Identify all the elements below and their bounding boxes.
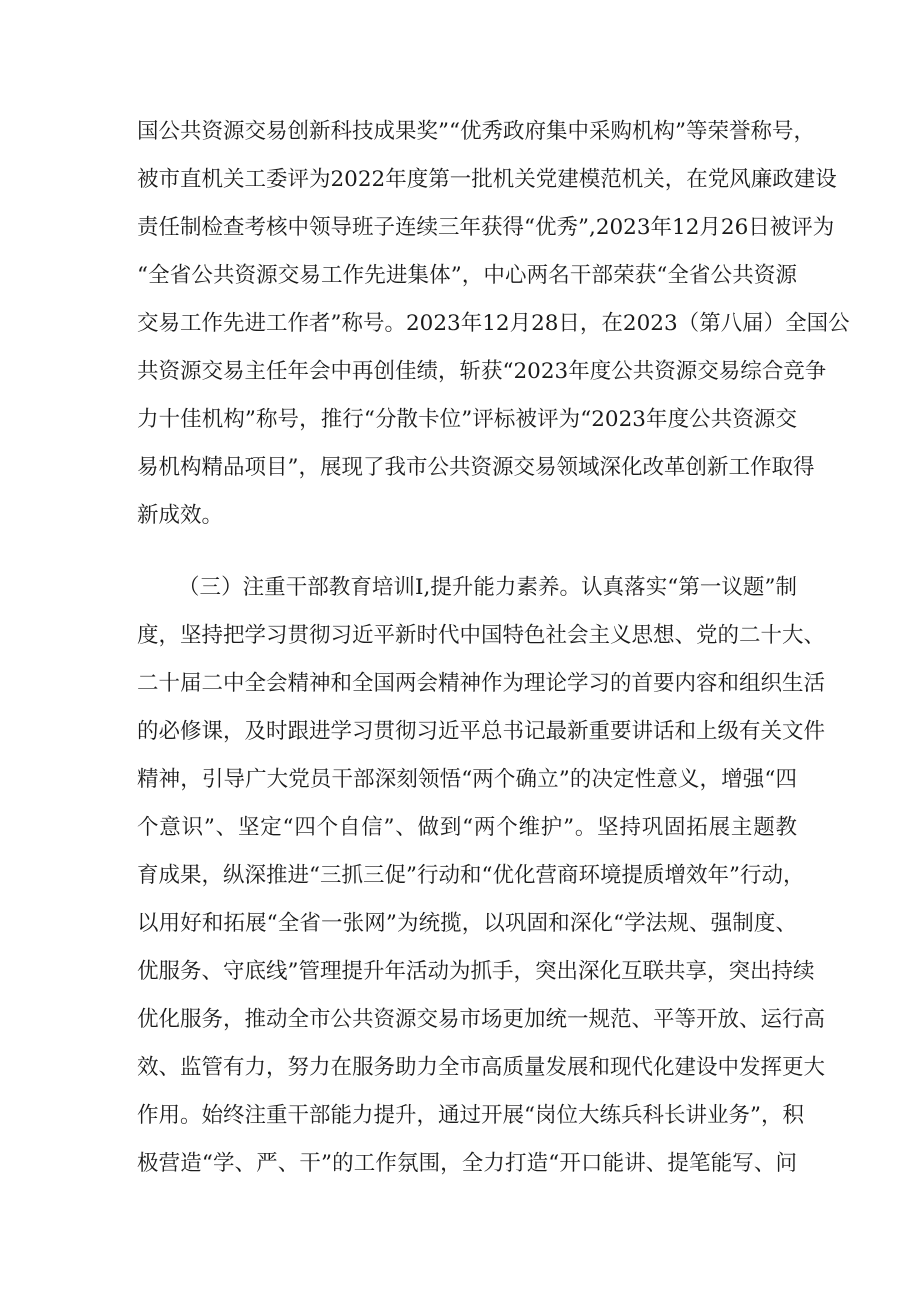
paragraph-1-line-2: 被市直机关工委评为2022年度第一批机关党建模范机关，在党风廉政建设	[137, 167, 837, 192]
paragraph-2-line-7: 育成果，纵深推进“三抓三促”行动和“优化营商环境提质增效年”行动，	[137, 863, 805, 888]
paragraph-2-line-11: 效、监管有力，努力在服务助力全市高质量发展和现代化建设中发挥更大	[137, 1055, 826, 1080]
paragraph-2-line-12: 作用。始终注重干部能力提升，通过开展“岗位大练兵科长讲业务”，积	[137, 1103, 804, 1128]
paragraph-1-line-3: 责任制检查考核中领导班子连续三年获得“优秀”,2023年12月26日被评为	[137, 215, 835, 240]
paragraph-2-line-5: 精神，引导广大党员干部深刻领悟“两个确立”的决定性意义，增强“四	[137, 767, 797, 792]
paragraph-2-line-13: 极营造“学、严、干”的工作氛围，全力打造“开口能讲、提笔能写、问	[137, 1151, 797, 1176]
paragraph-2-line-10: 优化服务，推动全市公共资源交易市场更加统一规范、平等开放、运行高	[137, 1007, 826, 1032]
paragraph-2-line-8: 以用好和拓展“全省一张网”为统揽，以巩固和深化“学法规、强制度、	[137, 911, 797, 936]
paragraph-1-line-5: 交易工作先进工作者”称号。2023年12月28日，在2023（第八届）全国公	[137, 311, 850, 336]
paragraph-1-line-6: 共资源交易主任年会中再创佳绩，斩获“2023年度公共资源交易综合竞争	[137, 359, 827, 384]
paragraph-2-line-9: 优服务、守底线”管理提升年活动为抓手，突出深化互联共享，突出持续	[137, 959, 815, 984]
paragraph-2-line-4: 的必修课，及时跟进学习贯彻习近平总书记最新重要讲话和上级有关文件	[137, 719, 826, 744]
paragraph-2-line-2: 度，坚持把学习贯彻习近平新时代中国特色社会主义思想、党的二十大、	[137, 623, 826, 648]
paragraph-2-line-1: （三）注重干部教育培训I,提升能力素养。认真落实“第一议题”制	[178, 575, 797, 600]
paragraph-1-line-4: “全省公共资源交易工作先进集体”，中心两名干部荣获“全省公共资源	[137, 263, 797, 288]
paragraph-1-line-1: 国公共资源交易创新科技成果奖”“优秀政府集中采购机构”等荣誉称号，	[137, 119, 815, 144]
paragraph-1-line-8: 易机构精品项目”，展现了我市公共资源交易领域深化改革创新工作取得	[137, 455, 815, 480]
paragraph-2-line-6: 个意识”、坚定“四个自信”、做到“两个维护”。坚持巩固拓展主题教	[137, 815, 797, 840]
paragraph-1-line-9: 新成效。	[137, 503, 224, 528]
paragraph-1-line-7: 力十佳机构”称号，推行“分散卡位”评标被评为“2023年度公共资源交	[137, 407, 797, 432]
paragraph-2-line-3: 二十届二中全会精神和全国两会精神作为理论学习的首要内容和组织生活	[137, 671, 826, 696]
